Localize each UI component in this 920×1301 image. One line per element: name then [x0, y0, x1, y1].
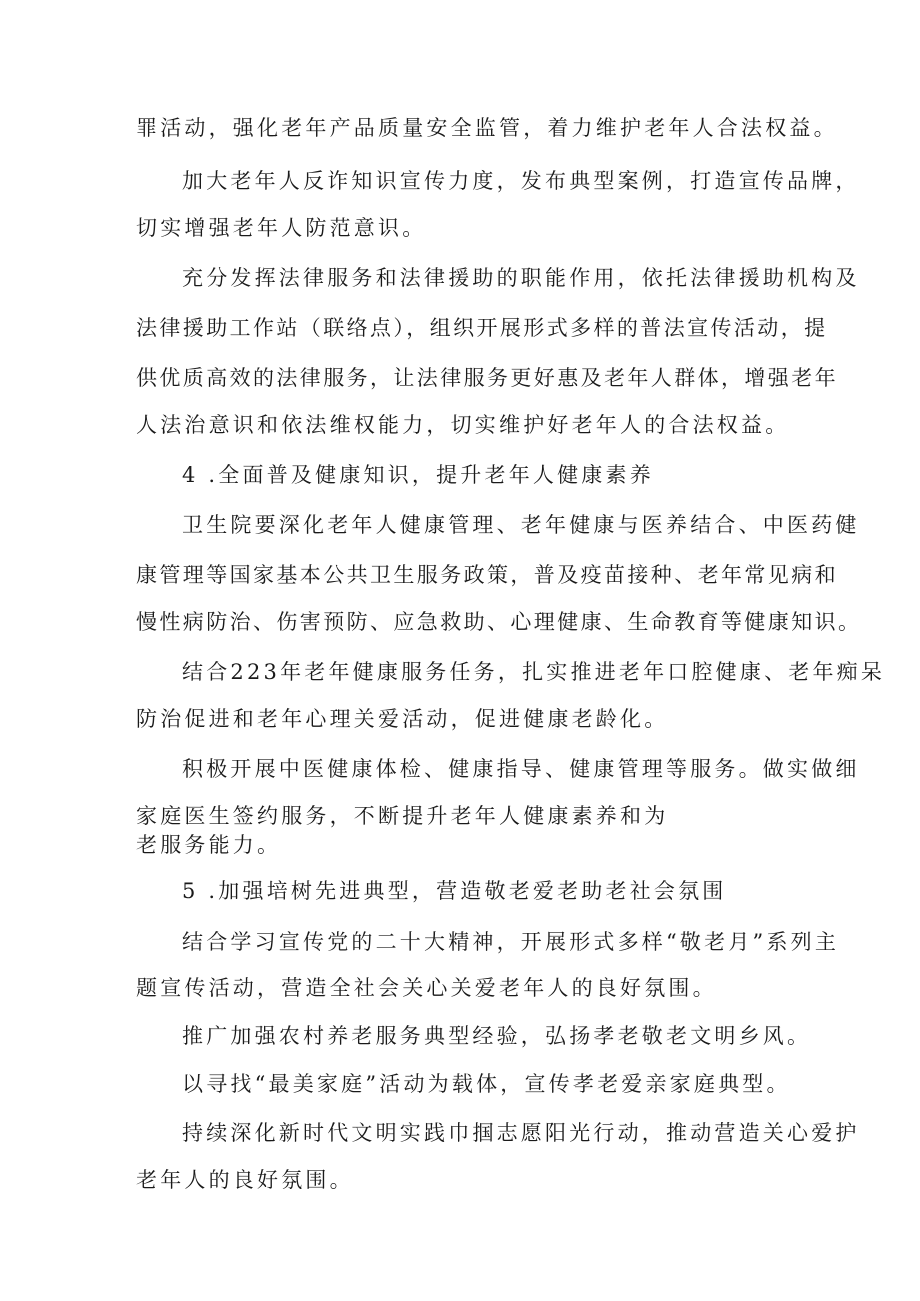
text-line: 防治促进和老年心理关爱活动，促进健康老龄化。 — [136, 707, 669, 731]
paragraph-line: 推广加强农村养老服务典型经验，弘扬孝老敬老文明乡风。 — [182, 1024, 812, 1048]
paragraph-line: 以寻找“最美家庭”活动为载体，宣传孝老爱亲家庭典型。 — [182, 1072, 791, 1096]
paragraph-line: 持续深化新时代文明实践巾掴志愿阳光行动，推动营造关心爱护 — [182, 1121, 860, 1145]
text-line: 切实增强老年人防范意识。 — [136, 216, 427, 240]
paragraph-line: 卫生院要深化老年人健康管理、老年健康与医养结合、中医药健 — [182, 513, 860, 537]
text-line: 题宣传活动，营造全社会关心关爱老年人的良好氛围。 — [136, 976, 717, 1000]
paragraph-line: 结合学习宣传党的二十大精神，开展形式多样“敬老月”系列主 — [182, 930, 840, 954]
section-heading: 4 .全面普及健康知识，提升老年人健康素养 — [182, 463, 654, 487]
text-line: 供优质高效的法律服务，让法律服务更好惠及老年人群体，增强老年 — [136, 366, 838, 390]
text-line: 罪活动，强化老年产品质量安全监管，着力维护老年人合法权益。 — [136, 116, 838, 140]
paragraph-line: 结合223年老年健康服务任务，扎实推进老年口腔健康、老年痴呆 — [182, 660, 886, 684]
text-line: 慢性病防治、伤害预防、应急救助、心理健康、生命教育等健康知识。 — [136, 610, 862, 634]
text-line: 家庭医生签约服务，不断提升老年人健康素养和为 — [136, 804, 669, 828]
section-heading: 5 .加强培树先进典型，营造敬老爱老助老社会氛围 — [182, 879, 727, 903]
text-line: 老服务能力。 — [136, 833, 282, 857]
text-line: 康管理等国家基本公共卫生服务政策，普及疫苗接种、老年常见病和 — [136, 563, 838, 587]
paragraph-line: 积极开展中医健康体检、健康指导、健康管理等服务。做实做细 — [182, 757, 860, 781]
text-line: 法律援助工作站（联络点），组织开展形式多样的普法宣传活动，提 — [136, 316, 828, 340]
text-line: 人法治意识和依法维权能力，切实维护好老年人的合法权益。 — [136, 413, 790, 437]
paragraph-line: 加大老年人反诈知识宣传力度，发布典型案例，打造宣传品牌， — [182, 169, 860, 193]
paragraph-line: 充分发挥法律服务和法律援助的职能作用，依托法律援助机构及 — [182, 266, 860, 290]
text-line: 老年人的良好氛围。 — [136, 1168, 354, 1192]
